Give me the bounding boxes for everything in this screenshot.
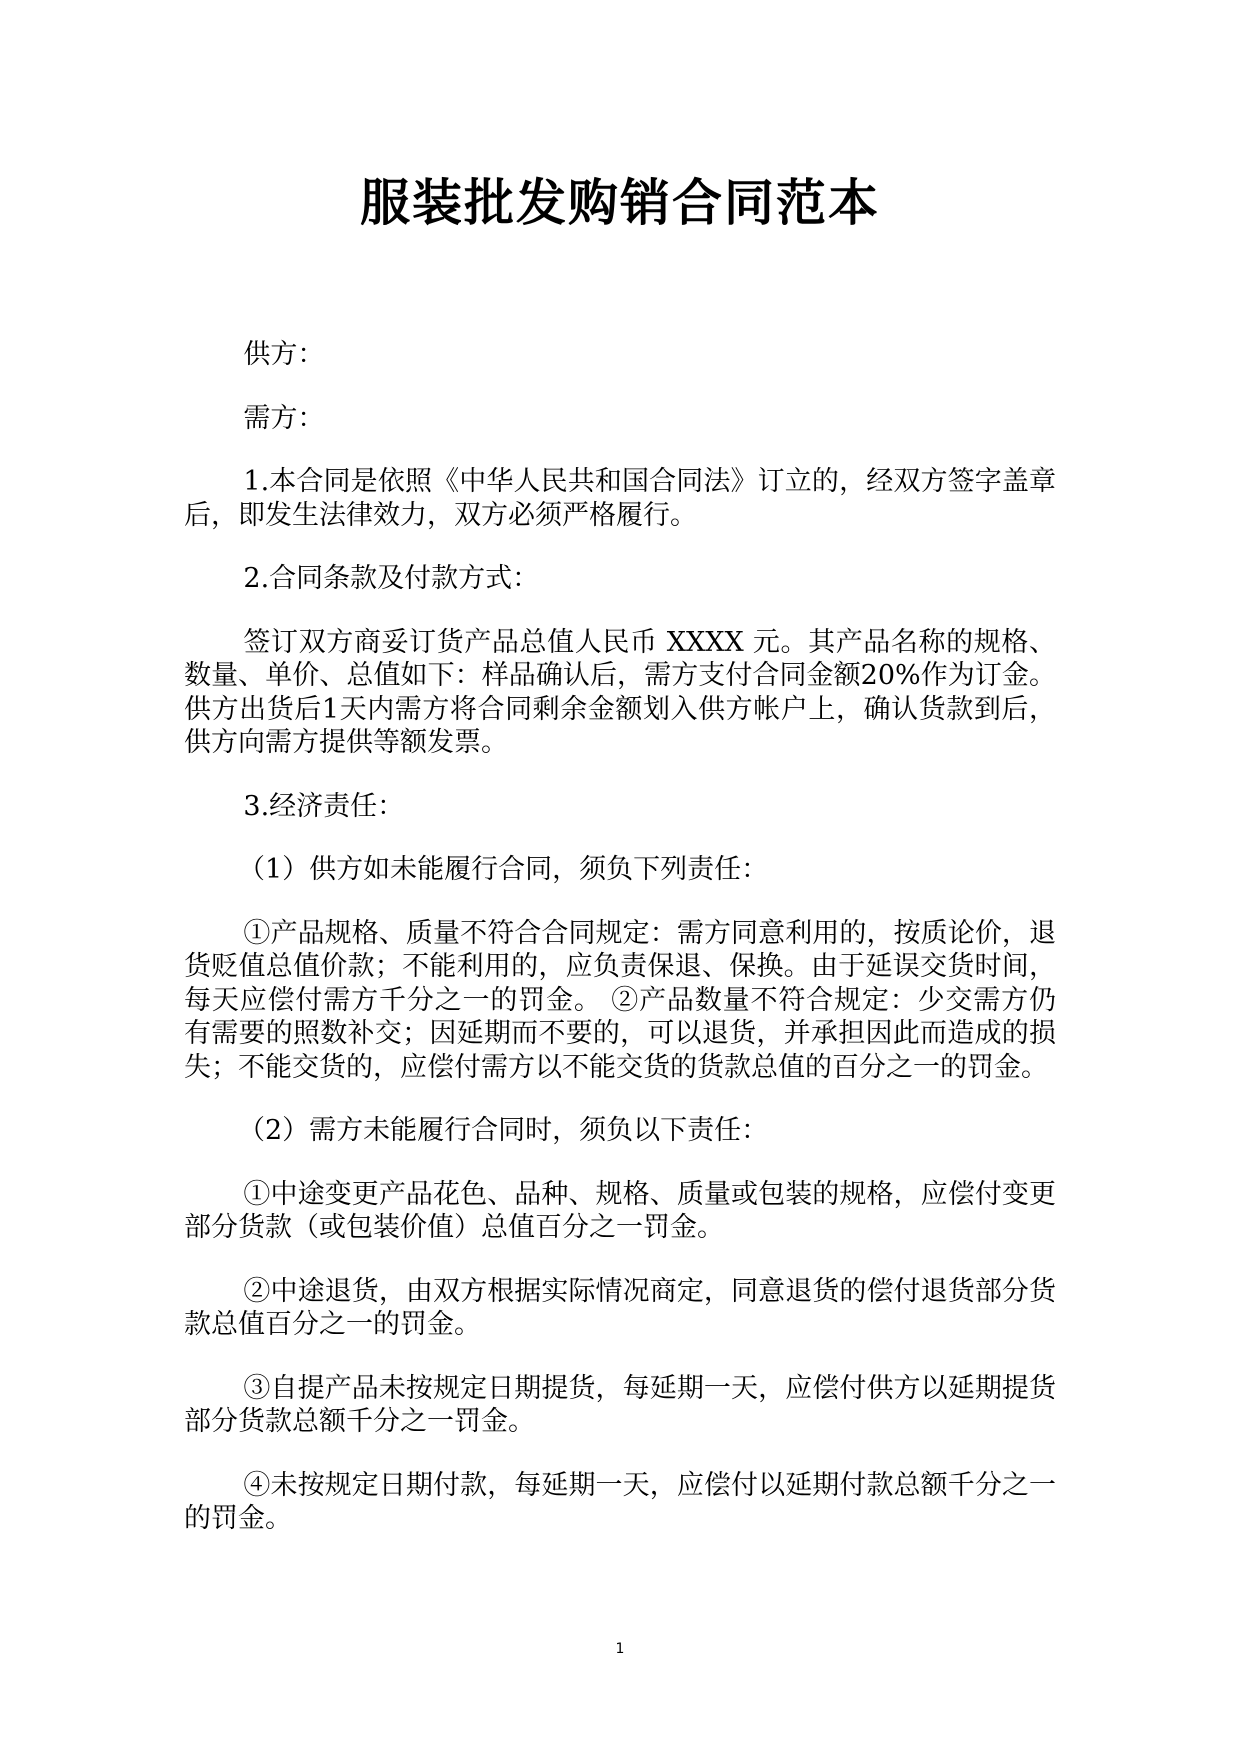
paragraph-supplier-liability-heading: （1）供方如未能履行合同，须负下列责任： [238, 854, 769, 885]
page-number: 1 [615, 1641, 625, 1657]
paragraph-supplier-liability-body: ①产品规格、质量不符合合同规定：需方同意利用的，按质论价，退货贬值总值价款；不能利用的，应负责保退、保换。由于延误交货时间，每天应偿付需方千分之一的罚金。 ②产品数量不符合规定：少交需方仍有需要的照数补交；因延期而不要的，可以退货，并承担因此而造成的损失；不能交货的，应偿付需方以不能交货的货款总值的百分之一的罚金。 [184, 917, 1056, 1083]
paragraph-clause-2-heading: 2.合同条款及付款方式： [243, 563, 540, 594]
paragraph-buyer: 需方： [243, 402, 325, 434]
paragraph-buyer-liability-4: ④未按规定日期付款，每延期一天，应偿付以延期付款总额千分之一的罚金。 [184, 1469, 1056, 1534]
paragraph-supplier: 供方： [243, 339, 325, 370]
paragraph-clause-3-heading: 3.经济责任： [243, 790, 405, 822]
paragraph-clause-2-body: 签订双方商妥订货产品总值人民币 XXXX 元。其产品名称的规格、数量、单价、总值如下：样品确认后，需方支付合同金额20%作为订金。供方出货后1天内需方将合同剩余金额划入供方帐户上，确认货款到后，供方向需方提供等额发票。 [184, 626, 1056, 758]
paragraph-clause-1: 1.本合同是依照《中华人民共和国合同法》订立的，经双方签字盖章后，即发生法律效力，双方必须严格履行。 [184, 466, 1056, 531]
paragraph-buyer-liability-heading: （2）需方未能履行合同时，须负以下责任： [238, 1115, 769, 1146]
paragraph-buyer-liability-3: ③自提产品未按规定日期提货，每延期一天，应偿付供方以延期提货部分货款总额千分之一罚金。 [184, 1372, 1056, 1437]
document-body [184, 338, 1056, 1566]
paragraph-buyer-liability-2: ②中途退货，由双方根据实际情况商定，同意退货的偿付退货部分货款总值百分之一的罚金。 [184, 1275, 1056, 1340]
paragraph-buyer-liability-1: ①中途变更产品花色、品种、规格、质量或包装的规格，应偿付变更部分货款（或包装价值）总值百分之一罚金。 [184, 1178, 1056, 1243]
document-title: 服装批发购销合同范本 [360, 174, 880, 232]
